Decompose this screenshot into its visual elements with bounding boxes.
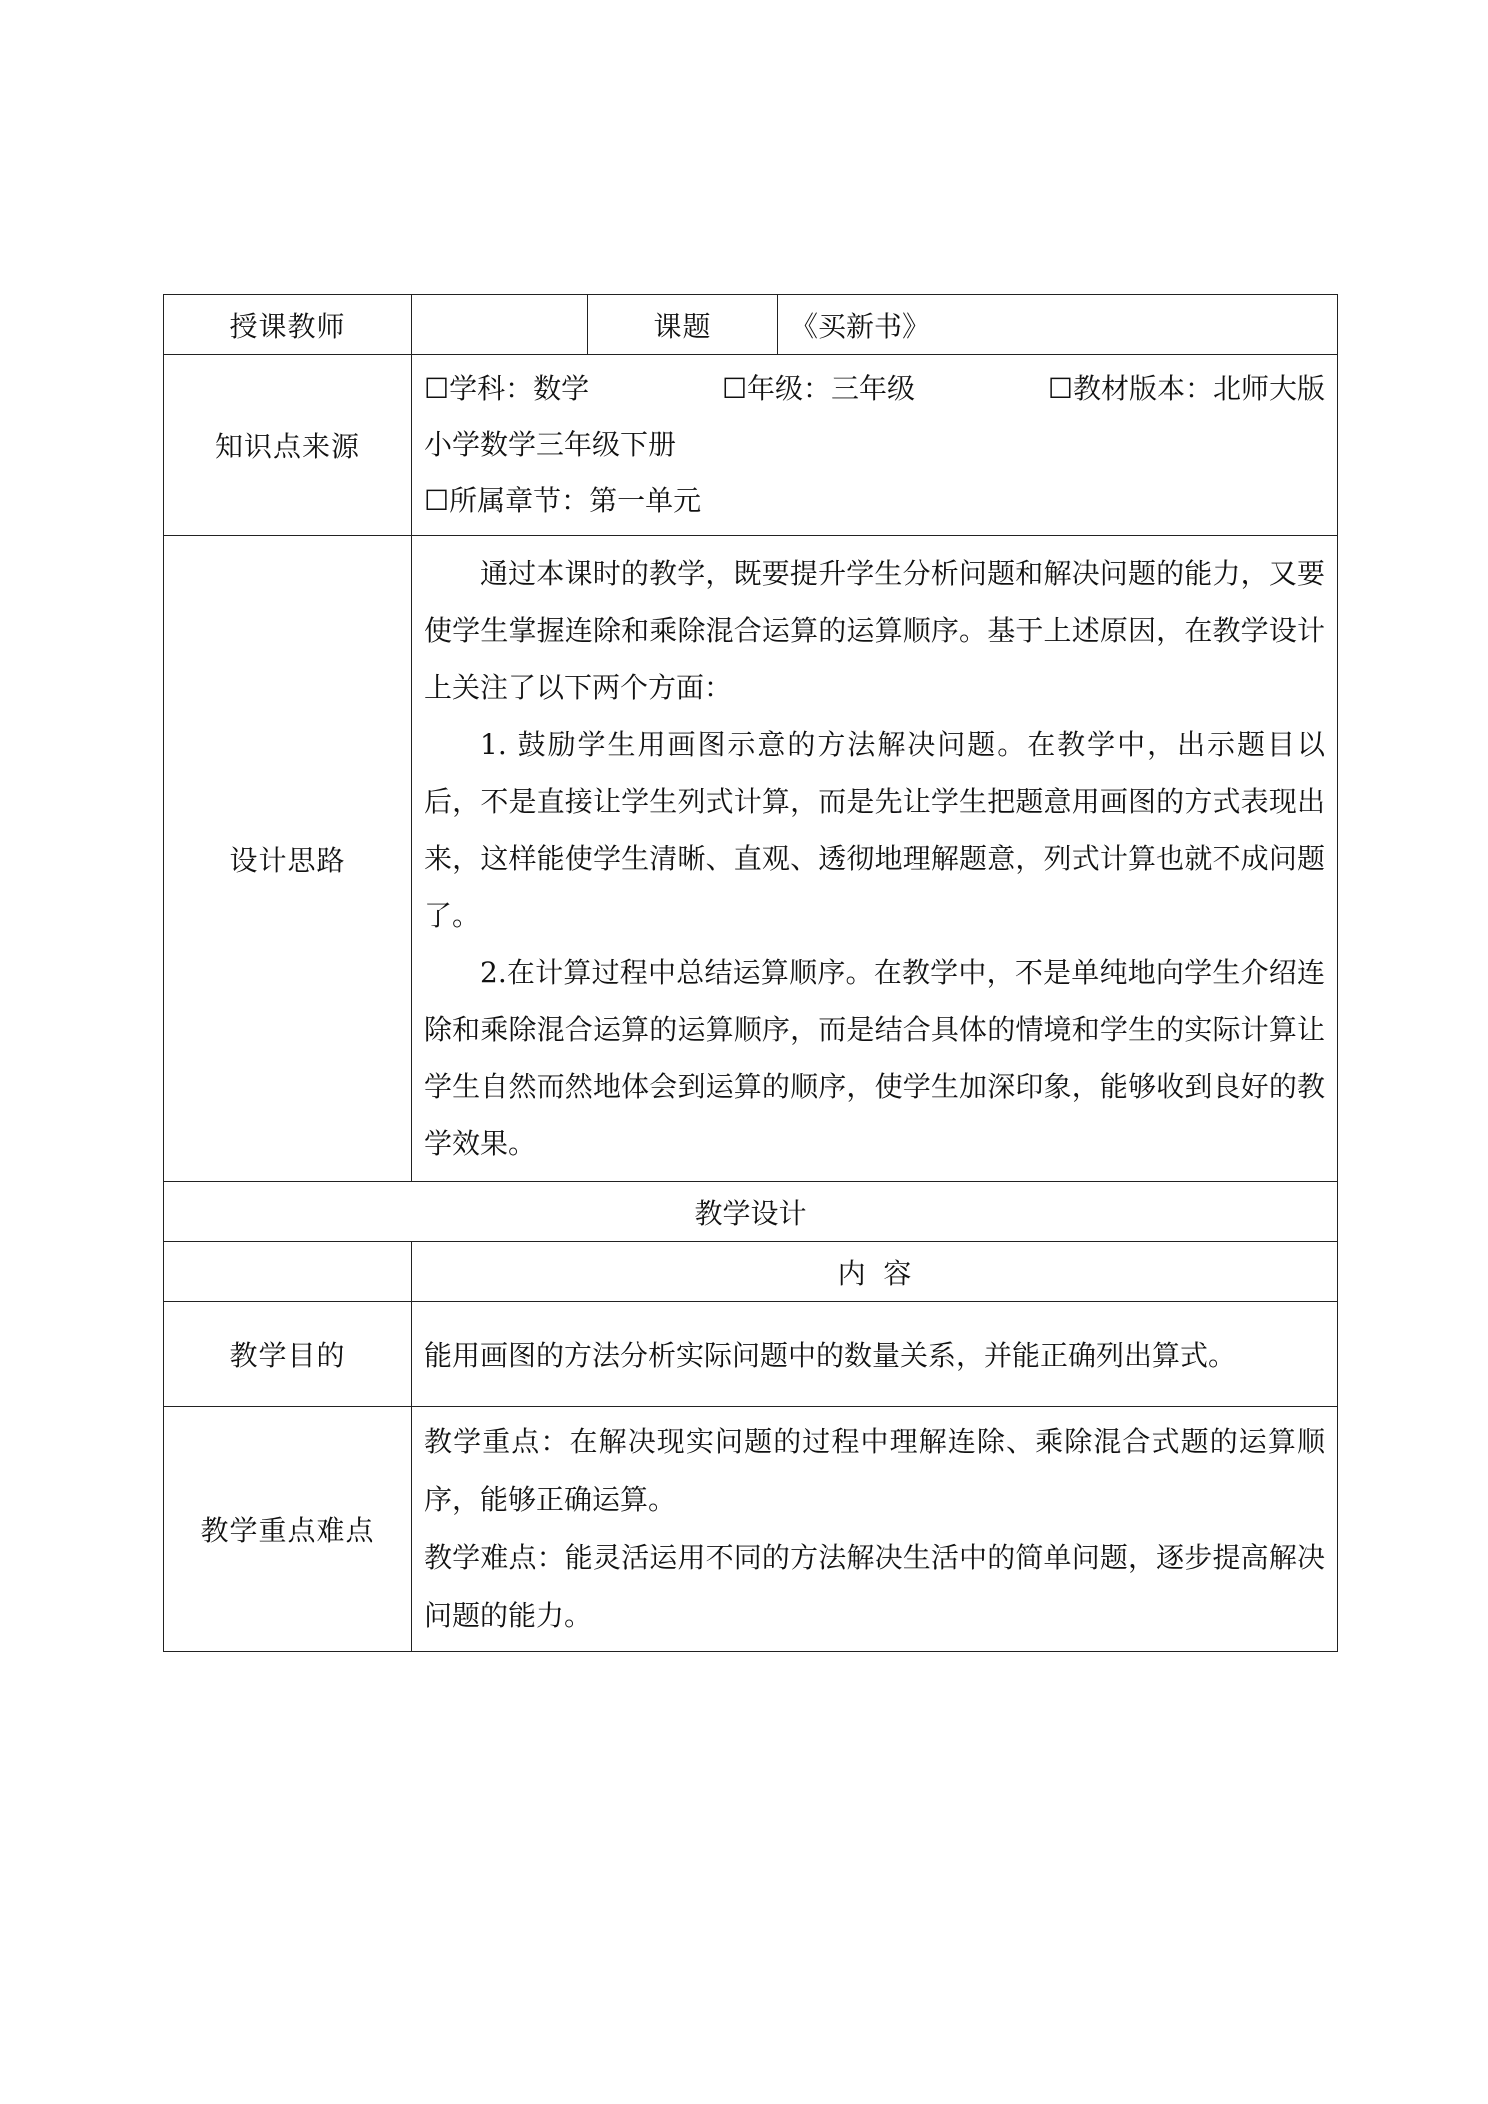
key-points-label: 教学重点难点 [164,1407,412,1652]
teacher-value [412,295,588,355]
design-label: 设计思路 [164,536,412,1182]
content-header: 内 容 [412,1242,1338,1302]
book-field: 小学数学三年级下册 [424,428,677,461]
topic-label: 课题 [588,295,778,355]
key-points-content [412,1407,1338,1652]
design-paragraph: 2.在计算过程中总结运算顺序。在教学中，不是单纯地向学生介绍连除和乘除混合运算的运算顺序，而是结合具体的情境和学生的实际计算让学生自然而然地体会到运算的顺序，使学生加深印象，能够收到良好的教学效果。 [424,956,1325,1160]
purpose-label: 教学目的 [164,1302,412,1407]
grade-field: ☐年级：三年级 [721,372,916,405]
design-content [412,536,1338,1182]
source-label: 知识点来源 [164,355,412,536]
lesson-plan-table [163,294,1338,1652]
header-row [164,295,1338,355]
focus-text: 教学重点：在解决现实问题的过程中理解连除、乘除混合式题的运算顺序，能够正确运算。 [424,1425,1325,1516]
purpose-text: 能用画图的方法分析实际问题中的数量关系，并能正确列出算式。 [412,1302,1338,1407]
subject-field: ☐学科：数学 [424,372,590,405]
source-row [164,355,1338,536]
teaching-design-title: 教学设计 [164,1182,1338,1242]
source-content [412,355,1338,536]
design-row [164,536,1338,1182]
design-paragraph: 通过本课时的教学，既要提升学生分析问题和解决问题的能力，又要使学生掌握连除和乘除混合运算的运算顺序。基于上述原因，在教学设计上关注了以下两个方面： [424,557,1325,704]
teacher-label: 授课教师 [164,295,412,355]
source-line-1 [424,361,1325,417]
content-header-row [164,1242,1338,1302]
difficulty-text: 教学难点：能灵活运用不同的方法解决生活中的简单问题，逐步提高解决问题的能力。 [424,1541,1325,1632]
content-header-blank [164,1242,412,1302]
design-paragraph: 1. 鼓励学生用画图示意的方法解决问题。在教学中，出示题目以后，不是直接让学生列式计算，而是先让学生把题意用画图的方式表现出来，这样能使学生清晰、直观、透彻地理解题意，列式计算也就不成问题了。 [424,728,1325,932]
topic-value: 《买新书》 [778,295,1338,355]
chapter-field: ☐所属章节：第一单元 [424,484,702,517]
edition-field: ☐教材版本：北师大版 [1047,372,1325,405]
teaching-design-row [164,1182,1338,1242]
key-points-row [164,1407,1338,1652]
purpose-row [164,1302,1338,1407]
